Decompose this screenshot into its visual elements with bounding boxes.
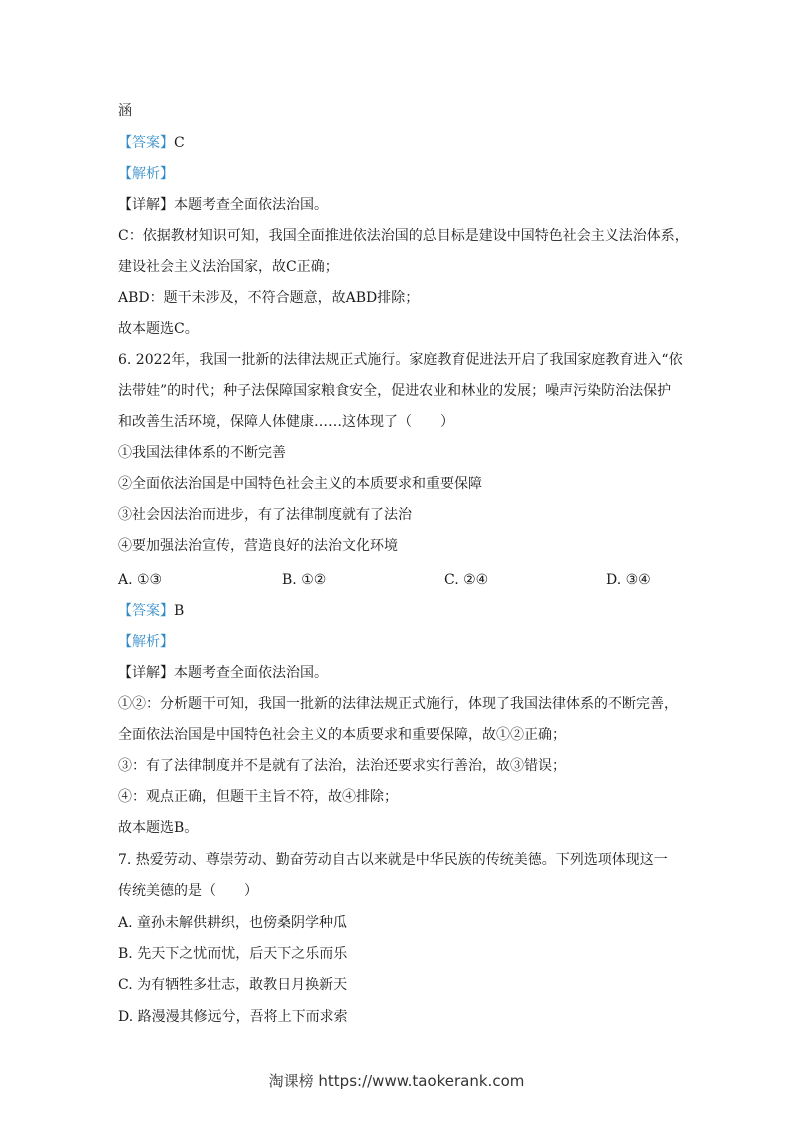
option-b: B. ①② xyxy=(282,572,327,588)
option-a: A. 童孙未解供耕织，也傍桑阴学种瓜 xyxy=(118,915,348,931)
statement-3: ③社会因法治而进步，有了法律制度就有了法治 xyxy=(118,507,412,523)
option-d: D. 路漫漫其修远兮，吾将上下而求索 xyxy=(118,1009,348,1025)
detail-line: 【详解】本题考查全面依法治国。 xyxy=(118,197,328,213)
statement-4: ④要加强法治宣传，营造良好的法治文化环境 xyxy=(118,538,398,554)
question-7-line: 7. 热爱劳动、尊崇劳动、勤奋劳动自古以来就是中华民族的传统美德。下列选项体现这一 xyxy=(118,852,668,868)
answer-label: 【答案】 xyxy=(118,135,174,151)
text-line: 建设社会主义法治国家，故C正确； xyxy=(118,259,339,275)
statement-1: ①我国法律体系的不断完善 xyxy=(118,445,286,461)
text-line: C：依据教材知识可知，我国全面推进依法治国的总目标是建设中国特色社会主义法治体系， xyxy=(118,228,689,244)
option-c: C. 为有牺牲多壮志，敢教日月换新天 xyxy=(118,977,348,993)
statement-2: ②全面依法治国是中国特色社会主义的本质要求和重要保障 xyxy=(118,476,482,492)
option-c: C. ②④ xyxy=(444,572,489,588)
answer-value: C xyxy=(174,135,185,151)
footer-watermark: 淘课榜 https://www.taokerank.com xyxy=(268,1072,525,1090)
text-line: 故本题选C。 xyxy=(118,321,199,337)
answer-value: B xyxy=(174,603,185,619)
question-7-line: 传统美德的是（ ） xyxy=(118,883,258,899)
question-6-line: 法带娃”的时代；种子法保障国家粮食安全，促进农业和林业的发展；噪声污染防治法保护 xyxy=(118,383,672,399)
question-6-line: 6. 2022年，我国一批新的法律法规正式施行。家庭教育促进法开启了我国家庭教育进入“依 xyxy=(118,352,683,368)
answer-6 xyxy=(118,601,184,621)
text-line: ④：观点正确，但题干主旨不符，故④排除； xyxy=(118,789,398,805)
text-line: 全面依法治国是中国特色社会主义的本质要求和重要保障，故①②正确； xyxy=(118,727,566,743)
text-line: ABD：题干未涉及，不符合题意，故ABD排除； xyxy=(118,290,420,306)
detail-line: 【详解】本题考查全面依法治国。 xyxy=(118,665,328,681)
text-line: ①②：分析题干可知，我国一批新的法律法规正式施行，体现了我国法律体系的不断完善， xyxy=(118,696,678,712)
answer-5 xyxy=(118,133,185,153)
option-b: B. 先天下之忧而忧，后天下之乐而乐 xyxy=(118,946,348,962)
analysis-label: 【解析】 xyxy=(118,166,174,182)
analysis-label: 【解析】 xyxy=(118,634,174,650)
question-6-line: 和改善生活环境，保障人体健康……这体现了（ ） xyxy=(118,414,454,430)
text-line: 涵 xyxy=(118,103,132,119)
text-line: ③：有了法律制度并不是就有了法治，法治还要求实行善治，故③错误； xyxy=(118,758,566,774)
option-d: D. ③④ xyxy=(606,572,651,588)
text-line: 故本题选B。 xyxy=(118,820,199,836)
answer-label: 【答案】 xyxy=(118,603,174,619)
option-a: A. ①③ xyxy=(118,572,163,588)
